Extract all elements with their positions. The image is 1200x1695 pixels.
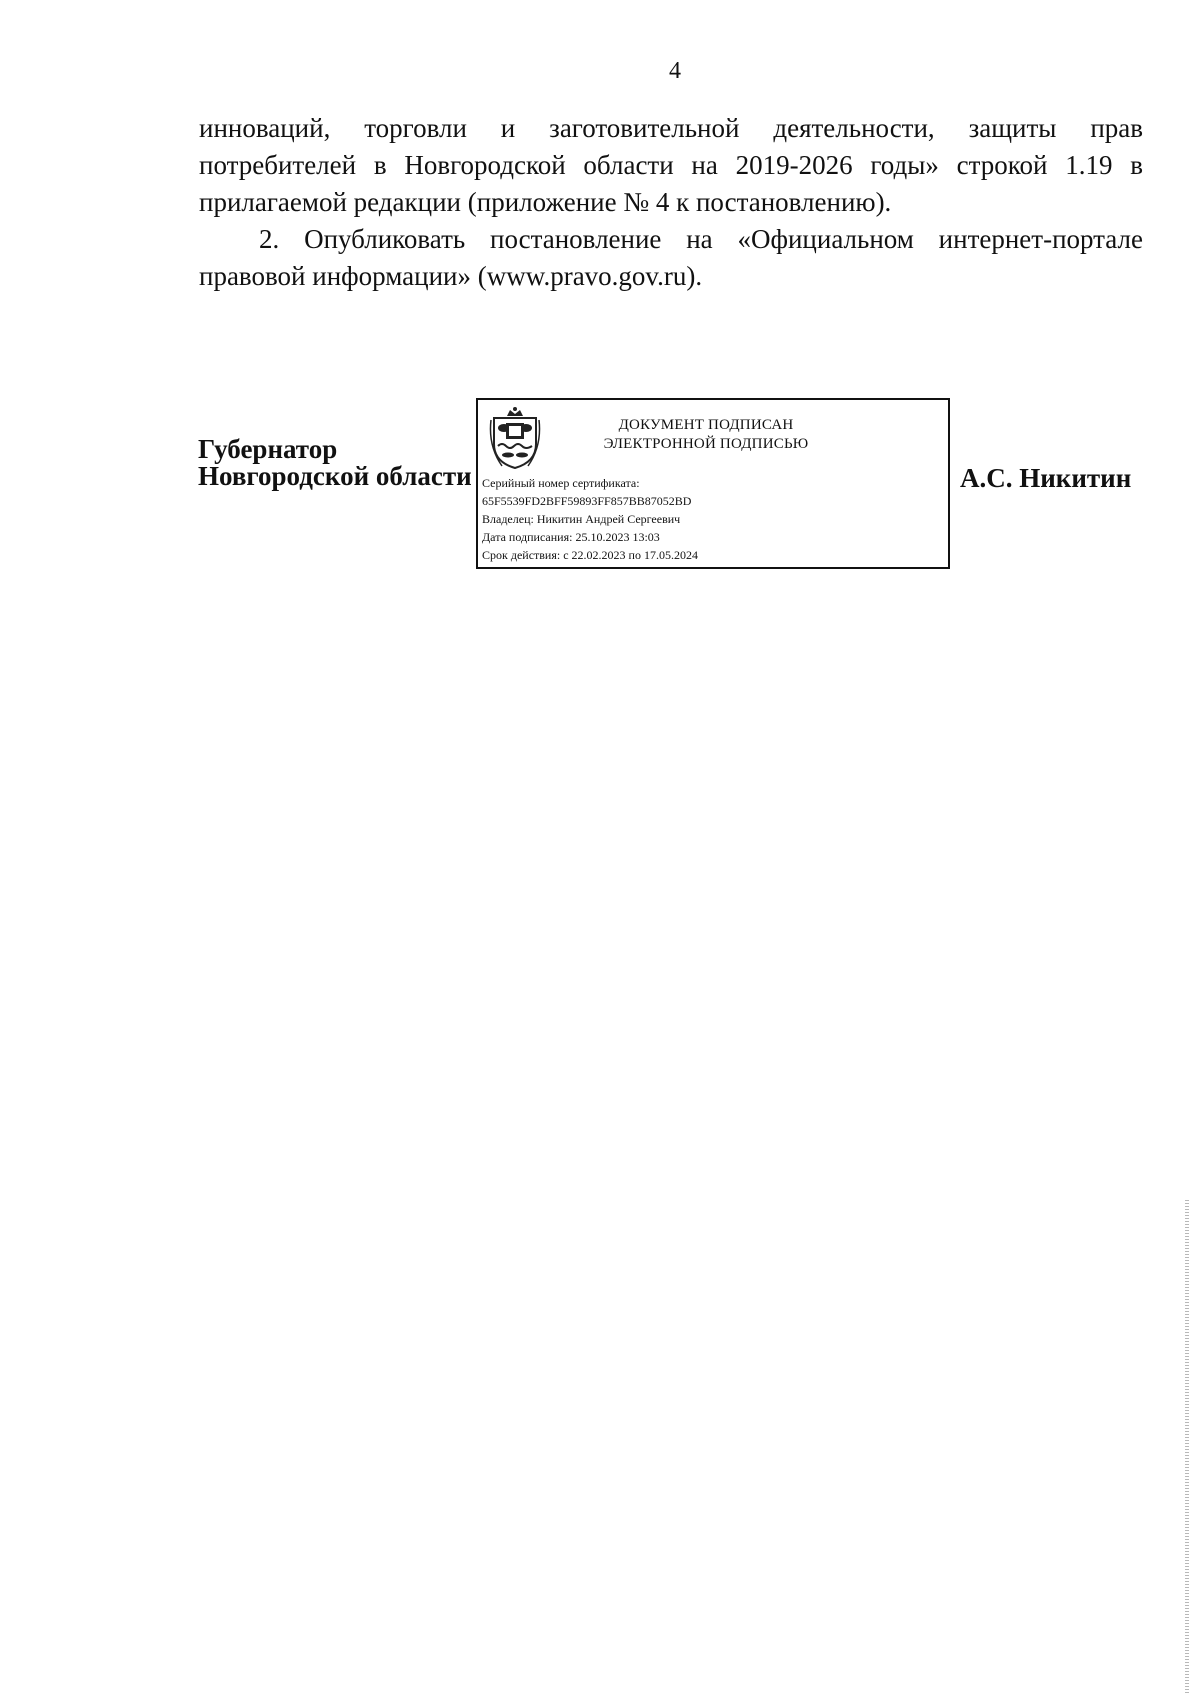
paragraph-publish: 2. Опубликовать постановление на «Официальном интернет-портале правовой информации» (www.pravo.gov.ru). [199,224,1143,291]
certificate-label: Серийный номер сертификата: [482,476,640,490]
certificate-validity: Срок действия: с 22.02.2023 по 17.05.2024 [482,548,698,562]
signature-block [0,0,1200,700]
page-number: 4 [669,58,681,84]
stamp-details [482,474,698,564]
signer-position-line1: Губернатор [198,434,338,464]
scan-edge-artifact [1185,1200,1189,1695]
electronic-signature-stamp [476,398,950,569]
stamp-heading-line1: ДОКУМЕНТ ПОДПИСАН [618,417,794,433]
stamp-heading-line2: ЭЛЕКТРОННОЙ ПОДПИСЬЮ [603,436,809,452]
signer-name: А.С. Никитин [960,463,1132,493]
coat-of-arms-icon [488,406,542,470]
signer-position [198,436,472,490]
certificate-owner: Владелец: Никитин Андрей Сергеевич [482,512,681,526]
paragraph-continuation: инноваций, торговли и заготовительной деятельности, защиты прав потребителей в Новгородской области на 2019-2026 годы» строкой 1.19 в прилагаемой редакции (приложение № 4 к постановлению). [199,113,1143,217]
signer-position-line2: Новгородской области [198,461,472,491]
stamp-heading [556,416,856,454]
signing-date: Дата подписания: 25.10.2023 13:03 [482,530,660,544]
certificate-number: 65F5539FD2BFF59893FF857BB87052BD [482,494,692,508]
